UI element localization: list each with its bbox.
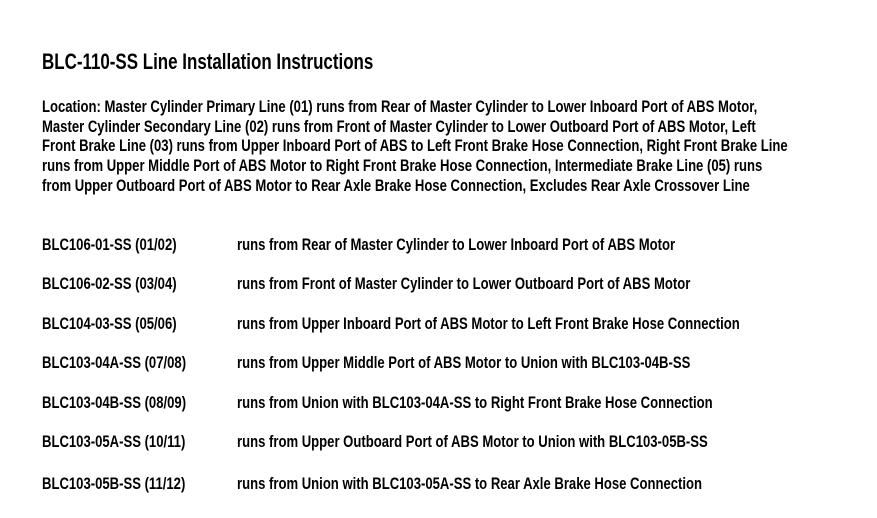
parts-list-row xyxy=(42,235,842,255)
part-number: BLC104-03-SS (05/06) xyxy=(42,313,177,333)
part-number: BLC103-04A-SS (07/08) xyxy=(42,353,187,373)
part-description: runs from Rear of Master Cylinder to Lower Inboard Port of ABS Motor xyxy=(237,235,676,254)
part-description: runs from Upper Outboard Port of ABS Motor to Union with BLC103-05B-SS xyxy=(237,432,708,451)
location-paragraph-line: from Upper Outboard Port of ABS Motor to Rear Axle Brake Hose Connection, Excludes Rear Axle Crossover Line xyxy=(42,175,750,195)
location-paragraph xyxy=(42,97,877,195)
parts-list-row xyxy=(42,274,842,294)
part-number: BLC103-05B-SS (11/12) xyxy=(42,474,186,493)
part-number: BLC103-04B-SS (08/09) xyxy=(42,392,187,412)
parts-list-row xyxy=(42,474,842,494)
parts-list-row xyxy=(42,393,842,413)
part-description: runs from Union with BLC103-05A-SS to Rear Axle Brake Hose Connection xyxy=(237,474,703,493)
part-number: BLC106-01-SS (01/02) xyxy=(42,235,177,254)
part-description: runs from Upper Middle Port of ABS Motor to Union with BLC103-04B-SS xyxy=(237,353,691,373)
parts-list-row xyxy=(42,353,842,373)
location-paragraph-line: Location: Master Cylinder Primary Line (01) runs from Rear of Master Cylinder to Lower Inboard Port of ABS Motor, xyxy=(42,97,758,116)
location-paragraph-line: Master Cylinder Secondary Line (02) runs from Front of Master Cylinder to Lower Outboard Port of ABS Motor, Left xyxy=(42,116,756,136)
location-paragraph-line: Front Brake Line (03) runs from Upper Inboard Port of ABS to Left Front Brake Hose Connection, Right Front Brake Line xyxy=(42,136,788,156)
part-description: runs from Front of Master Cylinder to Lower Outboard Port of ABS Motor xyxy=(237,274,691,294)
parts-list-row xyxy=(42,432,842,452)
part-description: runs from Union with BLC103-04A-SS to Right Front Brake Hose Connection xyxy=(237,392,713,412)
location-paragraph-line: runs from Upper Middle Port of ABS Motor to Right Front Brake Hose Connection, Intermediate Brake Line (05) runs xyxy=(42,156,763,176)
parts-list-row xyxy=(42,314,842,334)
parts-list xyxy=(42,235,842,505)
document-title: BLC-110-SS Line Installation Instructions xyxy=(42,49,374,74)
part-number: BLC106-02-SS (03/04) xyxy=(42,274,177,294)
part-number: BLC103-05A-SS (10/11) xyxy=(42,432,186,451)
part-description: runs from Upper Inboard Port of ABS Motor to Left Front Brake Hose Connection xyxy=(237,313,740,333)
